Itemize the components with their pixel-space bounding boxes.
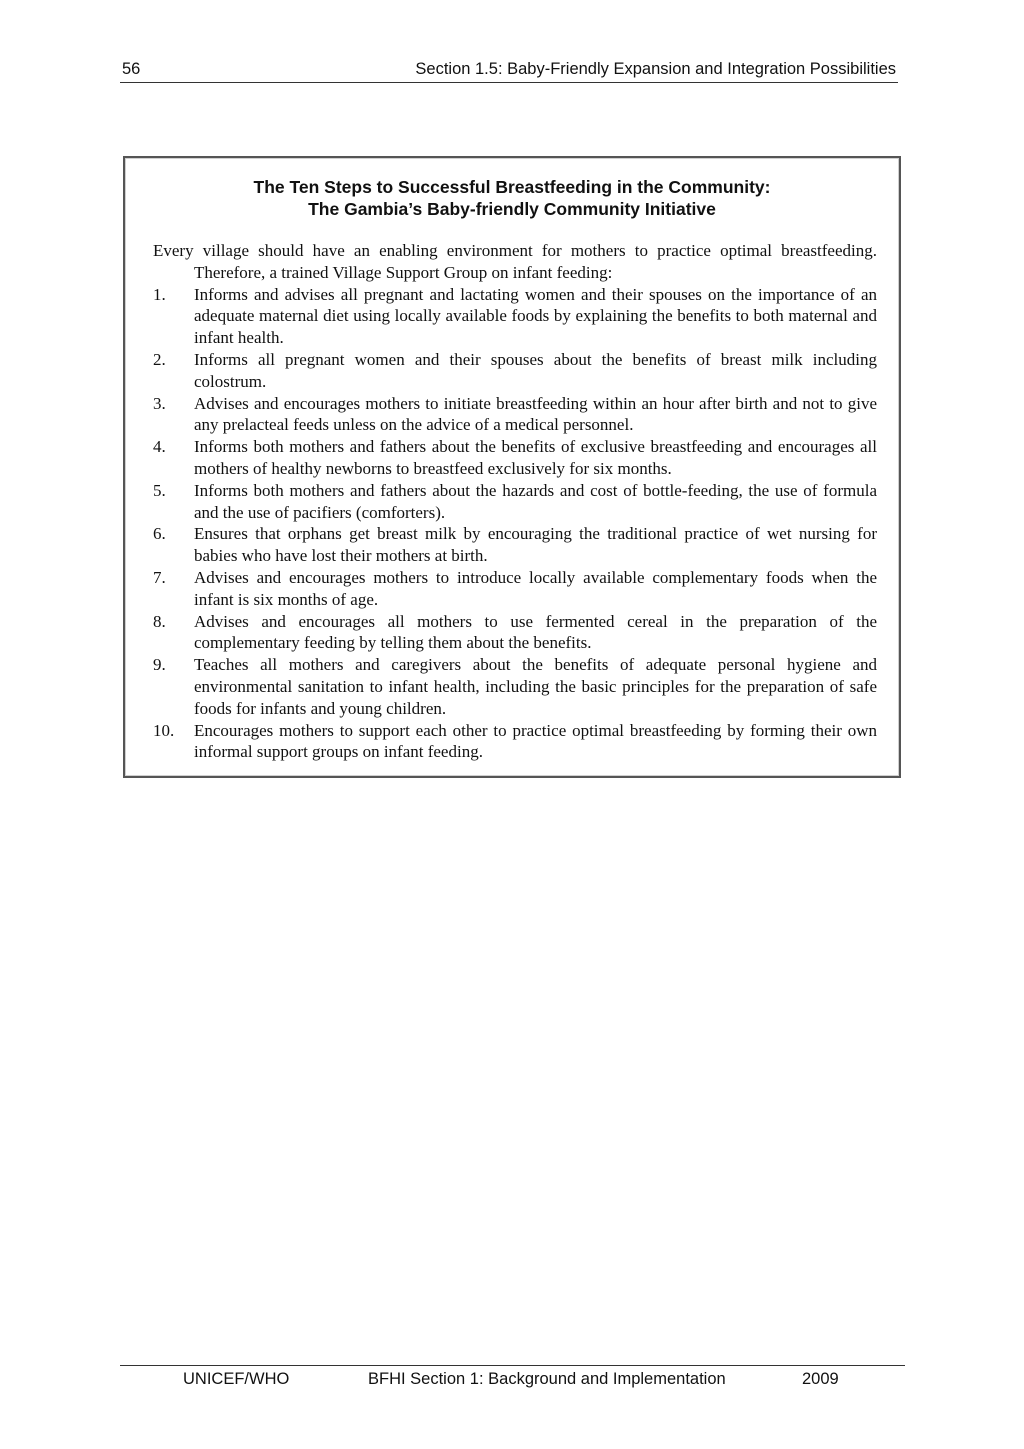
step-text: Advises and encourages all mothers to use fermented cereal in the preparation of the complementary feeding by telling them about the benefits. (194, 611, 877, 653)
step-text: Informs and advises all pregnant and lactating women and their spouses on the importance of an adequate maternal diet using locally available foods by explaining the benefits to both maternal and infant health. (194, 284, 877, 348)
step-text: Ensures that orphans get breast milk by encouraging the traditional practice of wet nursing for babies who have lost their mothers at birth. (194, 524, 877, 566)
step-text: Informs all pregnant women and their spouses about the benefits of breast milk including colostrum. (194, 349, 877, 391)
step-text: Advises and encourages mothers to initiate breastfeeding within an hour after birth and not to give any prelacteal feeds unless on the advice of a medical personnel. (194, 393, 877, 435)
box-title (0, 176, 1024, 220)
intro-paragraph: Every village should have an enabling environment for mothers to practice optimal breastfeeding. Therefore, a trained Village Support Group on infant feeding: (153, 241, 877, 282)
box-content (153, 240, 877, 763)
footer-document-title: BFHI Section 1: Background and Implementation (368, 1370, 726, 1388)
step-text: Advises and encourages mothers to introduce locally available complementary foods when the infant is six months of age. (194, 567, 877, 609)
section-title: Section 1.5: Baby-Friendly Expansion and Integration Possibilities (415, 60, 896, 78)
list-item (153, 393, 877, 437)
step-number: 1. (153, 284, 166, 304)
step-text: Informs both mothers and fathers about the benefits of exclusive breastfeeding and encourages all mothers of healthy newborns to breastfeed exclusively for six months. (194, 437, 877, 478)
list-item (153, 284, 877, 349)
step-number: 7. (153, 567, 166, 587)
list-item (153, 349, 877, 393)
step-number: 5. (153, 480, 166, 500)
step-text: Encourages mothers to support each other to practice optimal breastfeeding by forming their own informal support groups on infant feeding. (194, 720, 877, 762)
list-item (153, 436, 877, 480)
box-title-line-2: The Gambia’s Baby-friendly Community Initiative (308, 199, 716, 219)
steps-list (153, 284, 877, 764)
list-item (153, 654, 877, 719)
box-title-line-1: The Ten Steps to Successful Breastfeeding in the Community: (253, 177, 771, 197)
list-item (153, 567, 877, 611)
list-item (153, 720, 877, 764)
step-number: 6. (153, 524, 166, 544)
page-number: 56 (122, 60, 141, 78)
list-item (153, 480, 877, 524)
step-number: 2. (153, 349, 166, 369)
step-number: 4. (153, 437, 166, 457)
page-header (120, 60, 898, 83)
footer-year: 2009 (802, 1370, 839, 1388)
step-number: 10. (153, 720, 175, 740)
list-item (153, 611, 877, 655)
step-text: Teaches all mothers and caregivers about the benefits of adequate personal hygiene and environmental sanitation to infant health, including the basic principles for the preparation of safe foods for infants and young children. (194, 655, 877, 718)
step-text: Informs both mothers and fathers about the hazards and cost of bottle-feeding, the use of formula and the use of pacifiers (comforters). (194, 480, 877, 522)
page-footer (120, 1365, 905, 1396)
list-item (153, 523, 877, 567)
step-number: 8. (153, 611, 166, 631)
footer-org: UNICEF/WHO (183, 1370, 290, 1388)
step-number: 3. (153, 393, 166, 413)
step-number: 9. (153, 655, 166, 675)
